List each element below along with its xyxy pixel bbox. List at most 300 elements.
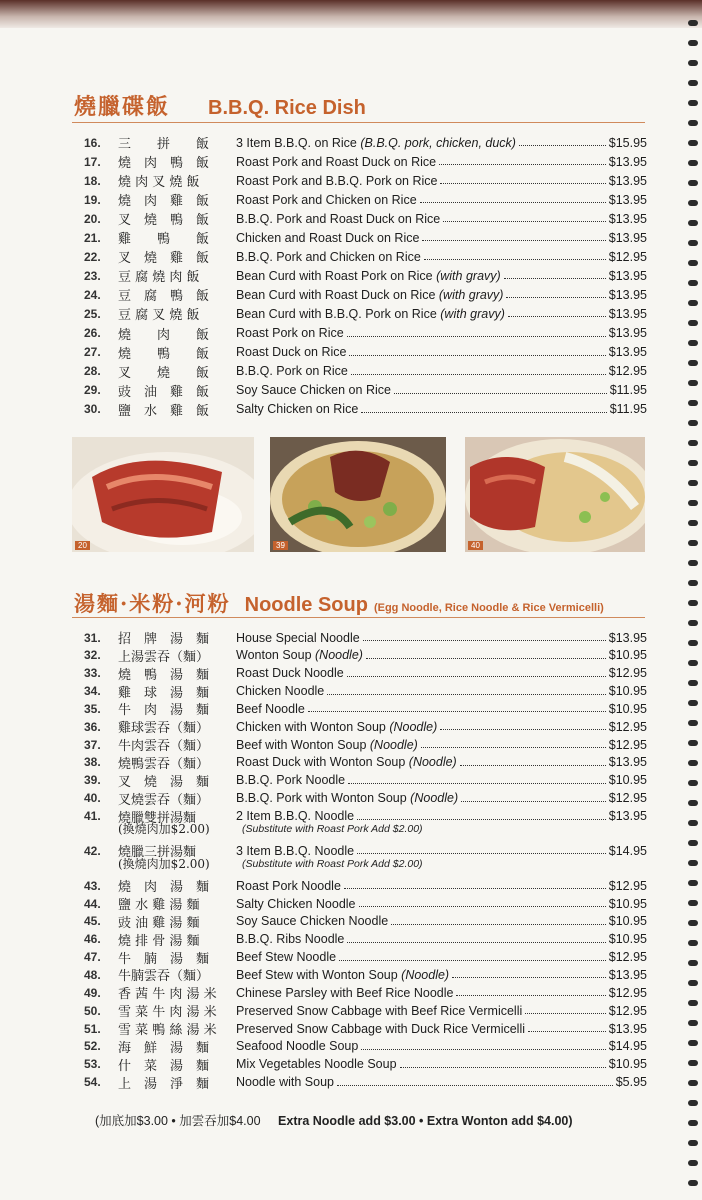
item-name-cn: 豆 腐 燒 肉 飯 (118, 270, 200, 286)
leader-dots (452, 977, 606, 978)
item-name-cn: 豉 油 雞 飯 (118, 384, 210, 400)
leader-dots (506, 297, 605, 298)
item-price: $12.95 (608, 985, 647, 1000)
item-name-en-text: Beef Stew with Wonton Soup (236, 967, 402, 982)
item-price: $13.95 (608, 211, 647, 226)
item-number: 22. (84, 249, 101, 264)
extras-note (95, 1111, 573, 1129)
menu-item (84, 1073, 647, 1092)
item-name-en (236, 932, 344, 946)
menu-item (84, 228, 647, 247)
item-name-en-text: Beef with Wonton Soup (236, 737, 370, 752)
item-name-en-text: Chinese Parsley with Beef Rice Noodle (236, 985, 454, 1000)
leader-dots (440, 729, 606, 730)
leader-dots (394, 393, 607, 394)
item-name-cn: 燒鴨雲吞（麵） (118, 756, 210, 772)
bbq-title-cn: 燒臘碟飯 (74, 94, 171, 120)
item-name-en-text: Beef Stew Noodle (236, 950, 337, 965)
item-name-en-text: Roast Pork Noodle (236, 878, 341, 893)
item-price: $10.95 (608, 701, 647, 716)
leader-dots (519, 145, 606, 146)
item-number: 41. (84, 809, 101, 823)
item-name-cn: 燒臘三拼湯麵 (118, 845, 197, 861)
substitution-en: (Substitute with Roast Pork Add $2.00) (242, 822, 423, 835)
item-number: 49. (84, 985, 101, 1000)
item-price: $13.95 (608, 809, 647, 823)
leader-dots (420, 202, 606, 203)
item-price: $13.95 (608, 306, 647, 321)
spiral-binding (688, 20, 698, 1190)
item-price: $13.95 (608, 1021, 647, 1036)
menu-item (84, 343, 647, 362)
menu-item (84, 1037, 647, 1056)
item-name-en (236, 720, 437, 734)
item-name-cn: 雞 鴨 飯 (118, 232, 210, 248)
item-name-cn: 豆 腐 叉 燒 飯 (118, 308, 200, 324)
item-name-en-text: Preserved Snow Cabbage with Duck Rice Vermicelli (236, 1021, 526, 1036)
item-name-en (236, 666, 344, 680)
item-price: $10.95 (608, 914, 647, 929)
item-number: 43. (84, 878, 101, 893)
item-name-cn: 燒 肉 飯 (118, 327, 210, 343)
item-number: 18. (84, 173, 101, 188)
item-price: $14.95 (608, 1039, 647, 1054)
binding-ring (688, 1140, 698, 1146)
item-name-cn: 上 湯 淨 麵 (118, 1076, 210, 1092)
item-name-en-text: B.B.Q. Pork with Wonton Soup (236, 791, 411, 806)
binding-ring (688, 60, 698, 66)
item-price: $13.95 (608, 173, 647, 188)
item-name-en-text: 3 Item B.B.Q. on Rice (236, 135, 361, 150)
menu-item (84, 209, 647, 228)
leader-dots (391, 924, 606, 925)
item-name-cn: 燒 肉 湯 麵 (118, 880, 210, 896)
item-name-cn: 牛肉雲吞（麵） (118, 739, 210, 755)
item-price: $13.95 (608, 326, 647, 340)
binding-ring (688, 700, 698, 706)
menu-item (84, 1001, 647, 1020)
photo-bbq-pork-rice (72, 437, 254, 552)
leader-dots (504, 278, 606, 279)
item-number: 39. (84, 773, 101, 788)
leader-dots (348, 783, 606, 784)
item-name-cn: 三 拼 飯 (118, 137, 210, 152)
item-name-en (236, 738, 418, 752)
item-price: $13.95 (608, 967, 647, 982)
item-name-en-text: Noodle with Soup (236, 1075, 334, 1090)
item-number: 24. (84, 287, 101, 302)
menu-item (84, 717, 647, 736)
binding-ring (688, 100, 698, 106)
binding-ring (688, 920, 698, 926)
leader-dots (347, 942, 605, 943)
substitution-cn: (換燒肉加$2.00) (118, 822, 210, 837)
substitution-en: (Substitute with Roast Pork Add $2.00) (242, 857, 423, 870)
item-note: (Noodle) (401, 967, 450, 982)
item-number: 44. (84, 896, 101, 911)
menu-item (84, 771, 647, 790)
binding-ring (688, 800, 698, 806)
item-name-en-text: Beef Noodle (236, 701, 305, 716)
item-name-en (236, 702, 305, 716)
binding-ring (688, 1100, 698, 1106)
menu-item-substitution (118, 821, 423, 836)
menu-item (84, 664, 647, 683)
binding-ring (688, 380, 698, 386)
item-name-cn: 雞球雲吞（麵） (118, 721, 210, 737)
item-name-en-text: Bean Curd with B.B.Q. Pork on Rice (236, 306, 441, 321)
item-name-en-text: Bean Curd with Roast Duck on Rice (236, 287, 439, 302)
item-number: 46. (84, 932, 101, 947)
item-name-cn: 什 菜 湯 麵 (118, 1058, 210, 1074)
photo-pork-noodle-soup (270, 437, 446, 552)
binding-ring (688, 1000, 698, 1006)
item-number: 42. (84, 843, 101, 858)
item-number: 35. (84, 701, 101, 716)
item-name-en (236, 364, 348, 378)
item-number: 17. (84, 154, 101, 169)
item-name-en (236, 345, 346, 359)
item-name-en (236, 288, 503, 302)
item-name-en (236, 326, 344, 340)
item-number: 21. (84, 230, 101, 245)
photo-label: 40 (468, 541, 483, 550)
item-price: $12.95 (608, 364, 647, 379)
item-number: 34. (84, 684, 101, 699)
binding-ring (688, 660, 698, 666)
item-note: (Noodle) (408, 755, 457, 770)
binding-ring (688, 520, 698, 526)
binding-ring (688, 140, 698, 146)
bbq-section-header (74, 90, 366, 121)
binding-ring (688, 720, 698, 726)
noodle-section-header (74, 588, 604, 618)
menu-item (84, 1019, 647, 1038)
menu-item (84, 171, 647, 190)
item-name-cn: 招 牌 湯 麵 (118, 632, 210, 647)
item-number: 29. (84, 383, 101, 398)
binding-ring (688, 1160, 698, 1166)
item-name-cn: 燒 肉 鴨 飯 (118, 156, 210, 172)
bbq-divider (72, 122, 645, 123)
noodle-subtitle: (Egg Noodle, Rice Noodle & Rice Vermicelli) (373, 602, 604, 614)
menu-item (84, 699, 647, 718)
binding-ring (688, 460, 698, 466)
binding-ring (688, 560, 698, 566)
item-name-en (236, 631, 360, 645)
leader-dots (351, 374, 606, 375)
binding-ring (688, 780, 698, 786)
item-price: $12.95 (608, 666, 647, 681)
leader-dots (357, 853, 606, 854)
item-name-cn: 鹽 水 雞 湯 麵 (118, 898, 200, 914)
binding-ring (688, 20, 698, 26)
leader-dots (461, 801, 606, 802)
substitution-cn: (換燒肉加$2.00) (118, 857, 210, 872)
item-name-cn: 豉 油 雞 湯 麵 (118, 915, 200, 931)
leader-dots (422, 240, 605, 241)
item-name-en (236, 648, 363, 662)
item-note: (Noodle) (315, 648, 363, 663)
item-number: 32. (84, 648, 101, 663)
item-number: 33. (84, 666, 101, 681)
item-note: (Noodle) (410, 791, 459, 806)
item-number: 54. (84, 1075, 101, 1090)
item-name-cn: 香 茜 牛 肉 湯 米 (118, 987, 217, 1003)
leader-dots (366, 658, 606, 659)
item-price: $12.95 (608, 1003, 647, 1018)
item-note: (with gravy) (438, 287, 504, 302)
binding-ring (688, 840, 698, 846)
item-name-en-text: B.B.Q. Pork on Rice (236, 364, 348, 379)
item-number: 16. (84, 135, 101, 150)
leader-dots (528, 1031, 606, 1032)
item-name-en-text: Chicken with Wonton Soup (236, 719, 390, 734)
extras-note-cn: (加底加$3.00 • 加雲吞加$4.00 (95, 1114, 261, 1128)
item-price: $13.95 (608, 345, 647, 360)
item-name-en (236, 879, 341, 893)
item-name-en-text: Roast Pork and Roast Duck on Rice (236, 154, 437, 169)
item-number: 23. (84, 268, 101, 283)
menu-item (84, 266, 647, 285)
menu-item (84, 965, 647, 984)
leader-dots (525, 1013, 606, 1014)
leader-dots (440, 183, 605, 184)
item-name-en (236, 1022, 525, 1036)
binding-ring (688, 120, 698, 126)
binding-ring (688, 480, 698, 486)
item-number: 19. (84, 192, 101, 207)
item-name-en (236, 212, 440, 226)
binding-ring (688, 320, 698, 326)
item-number: 36. (84, 719, 101, 734)
item-name-en-text: Soy Sauce Chicken on Rice (236, 383, 391, 398)
item-name-en-text: Salty Chicken Noodle (236, 896, 356, 911)
menu-item (84, 789, 647, 808)
item-price: $10.95 (608, 684, 647, 699)
menu-item (84, 304, 647, 323)
item-name-en-text: House Special Noodle (236, 630, 360, 645)
item-name-cn: 叉 燒 湯 麵 (118, 774, 210, 790)
binding-ring (688, 620, 698, 626)
leader-dots (456, 995, 605, 996)
leader-dots (508, 316, 606, 317)
item-number: 47. (84, 950, 101, 965)
item-note: (with gravy) (436, 268, 501, 283)
item-number: 52. (84, 1039, 101, 1054)
item-price: $14.95 (608, 843, 647, 858)
binding-ring (688, 580, 698, 586)
leader-dots (347, 336, 606, 337)
item-price: $13.95 (608, 230, 647, 245)
item-name-cn: 燒 排 骨 湯 麵 (118, 933, 200, 949)
item-number: 45. (84, 914, 101, 929)
item-name-en (236, 307, 505, 321)
binding-ring (688, 180, 698, 186)
binding-ring (688, 940, 698, 946)
photo-duck-noodle-soup (465, 437, 645, 552)
item-name-cn: 鹽 水 雞 飯 (118, 403, 210, 419)
item-name-cn: 叉 燒 飯 (118, 365, 210, 381)
item-name-cn: 燒 鴨 湯 麵 (118, 667, 210, 683)
menu-item (84, 948, 647, 967)
item-name-en-text: Soy Sauce Chicken Noodle (236, 914, 389, 929)
leader-dots (421, 747, 606, 748)
leader-dots (400, 1067, 606, 1068)
leader-dots (347, 676, 606, 677)
binding-ring (688, 640, 698, 646)
item-price: $13.95 (608, 287, 647, 302)
binder-top-edge (0, 0, 702, 28)
item-name-en-text: 2 Item B.B.Q. Noodle (236, 809, 355, 823)
item-name-en (236, 1004, 522, 1018)
item-price: $10.95 (608, 896, 647, 911)
leader-dots (327, 694, 606, 695)
item-name-en (236, 914, 388, 928)
item-price: $12.95 (608, 878, 647, 893)
noodle-title-cn: 湯麵·米粉·河粉 (74, 591, 231, 616)
item-name-cn: 牛 腩 湯 麵 (118, 951, 210, 967)
menu-item (84, 362, 647, 381)
leader-dots (339, 960, 606, 961)
leader-dots (439, 164, 606, 165)
binding-ring (688, 880, 698, 886)
item-price: $11.95 (609, 383, 647, 398)
item-name-en-text: B.B.Q. Ribs Noodle (236, 932, 345, 947)
item-price: $13.95 (608, 192, 647, 207)
item-name-en-text: Chicken and Roast Duck on Rice (236, 230, 420, 245)
leader-dots (344, 888, 606, 889)
item-number: 26. (84, 326, 101, 340)
leader-dots (361, 412, 606, 413)
binding-ring (688, 240, 698, 246)
item-price: $10.95 (608, 773, 647, 788)
item-name-en (236, 986, 453, 1000)
binding-ring (688, 1060, 698, 1066)
item-price: $13.95 (608, 630, 647, 645)
item-price: $10.95 (608, 648, 647, 663)
binding-ring (688, 740, 698, 746)
item-name-cn: 叉 燒 鴨 飯 (118, 213, 210, 229)
item-number: 40. (84, 791, 101, 806)
item-name-en-text: Roast Pork and B.B.Q. Pork on Rice (236, 173, 438, 188)
menu-item (84, 381, 647, 400)
item-name-cn: 上湯雲吞（麵） (118, 649, 210, 665)
item-name-en (236, 950, 336, 964)
item-price: $13.95 (608, 268, 647, 283)
item-name-en-text: B.B.Q. Pork Noodle (236, 773, 346, 788)
item-name-en (236, 1039, 358, 1053)
menu-item (84, 285, 647, 304)
menu-item (84, 190, 647, 209)
item-name-en-text: Roast Pork on Rice (236, 326, 344, 340)
item-name-en (236, 402, 358, 416)
menu-item (84, 628, 647, 647)
leader-dots (363, 640, 606, 641)
item-name-en (236, 193, 417, 207)
item-name-en (236, 174, 437, 188)
item-number: 25. (84, 306, 101, 321)
item-name-en (236, 136, 516, 150)
photo-label: 20 (75, 541, 90, 550)
menu-item (84, 876, 647, 895)
menu-item (84, 247, 647, 266)
leader-dots (359, 906, 606, 907)
item-price: $12.95 (608, 950, 647, 965)
menu-item (84, 930, 647, 949)
menu-item (84, 753, 647, 772)
leader-dots (361, 1049, 605, 1050)
binding-ring (688, 260, 698, 266)
item-note: (Noodle) (369, 737, 418, 752)
item-name-en-text: Seafood Noodle Soup (236, 1039, 359, 1054)
item-name-en (236, 968, 449, 982)
leader-dots (308, 711, 606, 712)
item-name-en-text: Bean Curd with Roast Pork on Rice (236, 268, 437, 283)
photo-label: 39 (273, 541, 288, 550)
bbq-title-en: B.B.Q. Rice Dish (208, 97, 366, 119)
item-price: $13.95 (608, 154, 647, 169)
binding-ring (688, 540, 698, 546)
item-price: $10.95 (608, 1057, 647, 1072)
item-note: (with gravy) (440, 306, 505, 321)
item-price: $11.95 (609, 402, 647, 417)
item-number: 20. (84, 211, 101, 226)
leader-dots (424, 259, 606, 260)
item-price: $12.95 (608, 791, 647, 806)
item-name-en-text: Roast Duck on Rice (236, 345, 347, 360)
item-name-cn: 雪 菜 鴨 絲 湯 米 (118, 1023, 217, 1038)
item-number: 53. (84, 1057, 101, 1072)
item-name-en-text: B.B.Q. Pork and Chicken on Rice (236, 249, 421, 264)
item-name-en (236, 1075, 334, 1089)
binding-ring (688, 420, 698, 426)
item-number: 37. (84, 737, 101, 752)
menu-item-substitution (118, 856, 423, 871)
item-name-cn: 叉燒雲吞（麵） (118, 792, 210, 808)
binding-ring (688, 440, 698, 446)
item-price: $5.95 (615, 1075, 647, 1090)
item-name-en-text: Roast Duck Noodle (236, 666, 344, 681)
item-name-cn: 牛腩雲吞（麵） (118, 969, 210, 985)
binding-ring (688, 680, 698, 686)
binding-ring (688, 400, 698, 406)
item-price: $13.95 (608, 755, 647, 770)
leader-dots (349, 355, 605, 356)
item-name-en-text: B.B.Q. Pork and Roast Duck on Rice (236, 211, 441, 226)
binding-ring (688, 360, 698, 366)
noodle-title-en: Noodle Soup (244, 594, 368, 616)
item-number: 50. (84, 1003, 101, 1018)
binding-ring (688, 760, 698, 766)
item-note: (B.B.Q. pork, chicken, duck) (360, 135, 516, 150)
item-name-en (236, 897, 356, 911)
item-price: $12.95 (608, 249, 647, 264)
binding-ring (688, 500, 698, 506)
menu-item (84, 894, 647, 913)
item-note: (Noodle) (389, 719, 438, 734)
binding-ring (688, 900, 698, 906)
item-number: 38. (84, 755, 101, 770)
item-name-en-text: 3 Item B.B.Q. Noodle (236, 843, 355, 858)
item-name-en (236, 231, 419, 245)
item-price: $15.95 (608, 135, 647, 150)
item-number: 51. (84, 1021, 101, 1036)
item-name-en (236, 250, 421, 264)
item-name-en-text: Mix Vegetables Noodle Soup (236, 1057, 397, 1072)
item-name-cn: 燒 鴨 飯 (118, 346, 210, 362)
item-name-en (236, 773, 345, 787)
